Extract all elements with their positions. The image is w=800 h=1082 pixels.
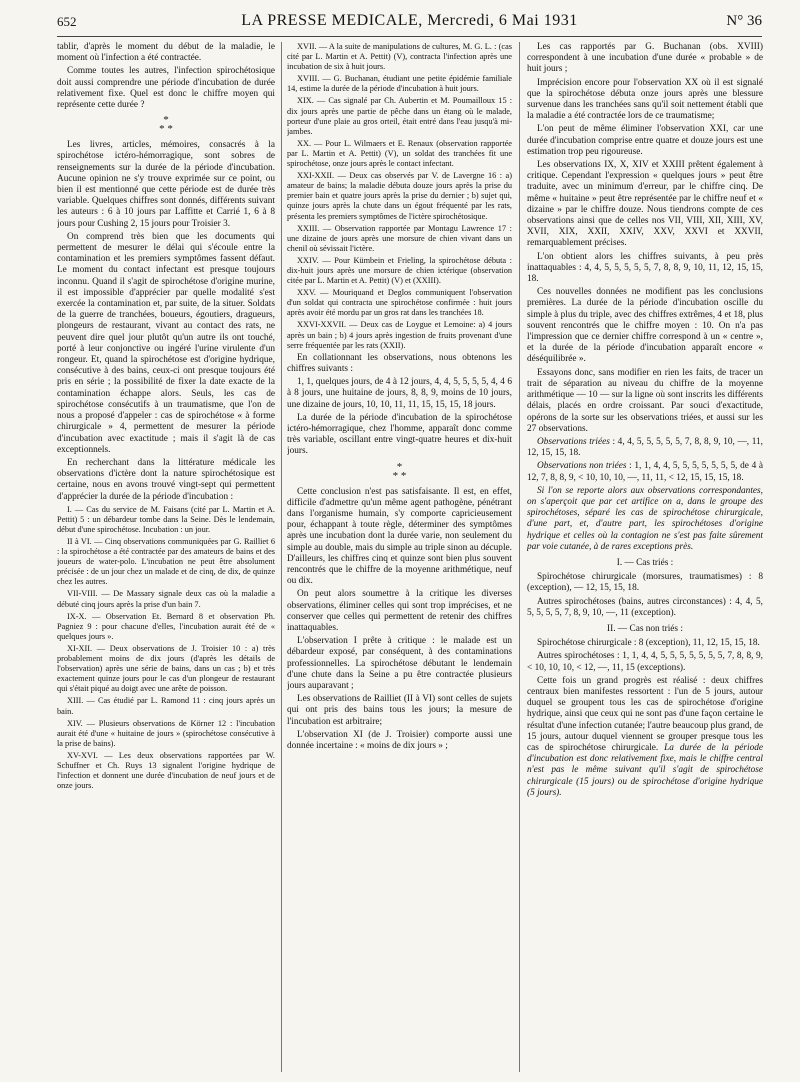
observation-list	[527, 461, 763, 483]
observation-entry: XI-XII. — Deux observations de J. Troisier 10 : a) très probablement moins de dix jours (d'après les détails de l'observation) après une série de bains, dans un cas ; b) et très exactement quinze jours pour le cas d'un plongeur de restaurant qui s'était piqué au doigt avec une arête de poisson.	[57, 643, 275, 694]
page-number: 652	[57, 14, 77, 29]
column-1	[57, 42, 275, 1072]
section-separator: * * *	[392, 460, 407, 482]
observation-entry: XVIII. — G. Buchanan, étudiant une petite épidémie familiale 14, estime la durée de la période d'incubation à huit jours.	[287, 74, 512, 94]
paragraph: L'observation I prête à critique : le malade est un débardeur exposé, par conséquent, à des contaminations professionnelles. La spirochétose débutant le lendemain d'une chute dans la Seine a pu être contractée plusieurs jours auparavant ;	[287, 636, 512, 691]
observation-list	[527, 437, 763, 459]
conclusion-text: Cette fois un grand progrès est réalisé : deux chiffres centraux bien manifestes ressortent : l'un de 5 jours, autour duquel se groupent tous les cas de spirochétose d'origine hydrique, ainsi que ceux qui ne sont pas d'une façon certaine le résultat d'une infection cutanée; l'autre beaucoup plus grand, de 15 jours, autour duquel viennent se grouper presque tous les cas de spirochétose chirurgicale.	[527, 675, 763, 753]
paragraph: Comme toutes les autres, l'infection spirochétosique doit aussi comprendre une période d'incubation de durée relativement fixe. Quel est donc le chiffre moyen qui représente cette durée ?	[57, 66, 275, 111]
paragraph: Imprécision encore pour l'observation XX où il est signalé que la spirochétose débuta onze jours après une blessure survenue dans les tranchées sans qu'il soit nettement établi que la maladie a été contractée lors de ce traumatisme;	[527, 77, 763, 122]
paragraph: On comprend très bien que les documents qui permettent de mesurer le délai qui s'écoule entre la contamination et les premiers symptômes fassent défaut. Le moment du contact infectant est presque toujours inconnu. Quand il s'agit de spirochétose d'origine murine, il est impossible d'apprécier par quelle modalité s'est exercée la contamination et, par suite, de la situer. Soldats de la guerre de tranchées, boueurs, égoutiers, dragueurs, plongeurs de restaurant, vivant au contact des rats, ne peuvent dire quel jour plutôt qu'un autre ils ont touché, porté à leur conjonctive ou ingéré l'urine virulente d'un rongeur. Et, quand la spirochétose est d'origine hydrique, consécutive à des bains, ceux-ci ont presque toujours été pris en série ; la possibilité de fixer la date exacte de la contamination échappe alors. Seuls, les cas de spirochétose consécutifs à un traumatisme, que l'on de nous a proposé d'appeler : cas de spirochétose « à forme chirurgicale » 4, permettent de mesurer la période d'incubation avec exactitude ; mais il s'agit là de cas exceptionnels.	[57, 231, 275, 455]
observation-entry: II à VI. — Cinq observations communiquées par G. Railliet 6 : la spirochétose a été contractée par des amateurs de bains et des joueurs de water-polo. L'incubation ne peut être absolument précisée : de un jour chez un malade et de cinq, de dix, de quinze chez les autres.	[57, 537, 275, 587]
observation-entry: XXI-XXII. — Deux cas observés par V. de Lavergne 16 : a) amateur de bains; la maladie débuta douze jours après la prise du premier bain et quatre jours après la prise du dernier ; b) sujet qui, quinze jours après la chute dans un égout fréquenté par les rats, présenta les premiers symptômes de l'ictère spirochétosique.	[287, 171, 512, 221]
list-item: Spirochétose chirurgicale : 8 (exception), 11, 12, 15, 15, 18.	[537, 638, 760, 649]
paragraph: Cette conclusion n'est pas satisfaisante. Il est, en effet, difficile d'admettre qu'un même agent pathogène, pénétrant dans l'organisme humain, s'y comporte capricieusement pour, échappant à toute règle, déterminer des symptômes après une incubation dont la durée varie, non seulement du simple au double, mais du simple au triple sinon au décuple. D'ailleurs, les chiffres cinq et quinze sont bien plus souvent rencontrés que le chiffre de la moyenne arithmétique, neuf ou dix.	[287, 486, 512, 587]
list-label: Observations non triées	[537, 461, 627, 472]
observation-entry: IX-X. — Observation Et. Bernard 8 et observation Ph. Pagniez 9 : pour chacune d'elles, l'incubation aurait été de « quelques jours ».	[57, 611, 275, 641]
paragraph: L'on peut de même éliminer l'observation XXI, car une durée d'incubation comprise entre quatre et douze jours est une estimation trop peu rigoureuse.	[527, 124, 763, 157]
list-values: : 1, 1, 4, 4, 5, 5, 5, 5, 5, 5, 5, de 4 à 12, 7, 8, 8, 9, < 10, 10, 10, —, 11, 11, < 12, 15, 15, 15, 18.	[527, 461, 763, 483]
paragraph: Essayons donc, sans modifier en rien les faits, de tracer un trait de séparation au niveau du chiffre de la moyenne arithmétique — 10 — sur la ligne où sont inscrits les différents délais, placés en ordre croissant. Par souci d'exactitude, opérons de la sorte sur les observations triées, et aussi sur les 27 observations.	[527, 367, 763, 434]
list-item: Autres spirochétoses : 1, 1, 4, 4, 5, 5, 5, 5, 5, 5, 5, 7, 8, 8, 9, < 10, 10, 10, < 12, —, 11, 15 (exceptions).	[527, 651, 763, 673]
paragraph: La durée de la période d'incubation de la spirochétose ictéro-hémorragique, chez l'homme, apparaît donc comme très variable, oscillant entre vingt-quatre heures et dix-huit jours.	[287, 412, 512, 457]
paragraph: Les observations IX, X, XIV et XXIII prêtent également à critique. Cependant l'expression « quelques jours » peut être traduite, avec un minimum d'erreur, par le chiffre cinq. De même « huitaine » peut être représentée par le chiffre neuf et « dizaine » par le chiffre douze. Nous tiendrons compte de ces observations ainsi que de celles nos VII, VIII, XII, XIII, XV, XVII, XIX, XXII, XXIV, XXV, XXVI et XXVII, remarquablement précises.	[527, 160, 763, 249]
paragraph	[527, 676, 763, 799]
paragraph: Ces nouvelles données ne modifient pas les conclusions premières. La durée de la période d'incubation oscille du simple à plus du triple, avec des chiffres extrêmes, 4 et 18, plus souvent rencontrés que le chiffre moyen : 10. On n'a pas l'impression que ce dernier chiffre correspond à un « centre », et la durée de la période d'incubation apparaît encore « déséquilibrée ».	[527, 287, 763, 365]
paragraph: tablir, d'après le moment du début de la maladie, le moment où l'infection a été contractée.	[57, 42, 275, 64]
section-separator: * * *	[159, 114, 173, 136]
observation-entry: XXIV. — Pour Kümbein et Frieling, la spirochétose débuta : dix-huit jours après une morsure de chien ictérique (observation citée par L. Martin et A. Pettit) (V) et (XXIII).	[287, 255, 512, 286]
section-heading: II. — Cas non triés :	[607, 623, 683, 634]
list-values: : 4, 4, 5, 5, 5, 5, 5, 7, 8, 8, 9, 10, —, 11, 12, 15, 15, 18.	[527, 436, 763, 459]
observation-entry: XXV. — Mouriquand et Deglos communiquent l'observation d'un soldat qui contracta une spirochétose confirmée : huit jours après avoir été mordu par un gros rat dans les tranchées 18.	[287, 288, 512, 318]
column-divider	[519, 42, 520, 1072]
italic-paragraph: Si l'on se reporte alors aux observations correspondantes, on s'aperçoit que par cet artifice on a, dans le groupe des spirochétoses, séparé les cas de spirochétose chirurgicale, d'une part, et, d'autre part, les spirochétoses d'origine hydrique et celles où la contagion ne s'est pas faite sûrement par voie cutanée, à de rares exceptions près.	[527, 485, 763, 552]
observation-entry: XIII. — Cas étudié par L. Ramond 11 : cinq jours après un bain.	[57, 696, 275, 716]
paragraph: En collationnant les observations, nous obtenons les chiffres suivants :	[287, 352, 512, 374]
observation-entry: XV-XVI. — Les deux observations rapportées par W. Schuffner et Ch. Ruys 13 signalent l'origine hydrique de l'infection et donnent une durée d'incubation de neuf jours et de onze jours.	[57, 750, 275, 791]
observation-entry: XX. — Pour L. Wilmaers et E. Renaux (observation rapportée par L. Martin et A. Pettit) (V), un soldat des tranchées fit une spirochétose, onze jours après le contact infectant.	[287, 138, 512, 169]
list-item: Spirochétose chirurgicale (morsures, traumatismes) : 8 (exception), — 12, 15, 15, 18.	[527, 572, 763, 594]
list-item: Autres spirochétoses (bains, autres circonstances) : 4, 4, 5, 5, 5, 5, 5, 7, 8, 9, 10, —, 11 (exception).	[527, 596, 763, 618]
paragraph: En recherchant dans la littérature médicale les observations d'ictère dont la nature spirochétosique est certaine, nous en avons trouvé vingt-sept qui permettent d'apprécier la durée de la période d'incubation :	[57, 457, 275, 502]
observation-entry: XIV. — Plusieurs observations de Körner 12 : l'incubation aurait été d'une « huitaine de jours » (spirochétose consécutive à la prise de bains).	[57, 718, 275, 748]
conclusion-italic: La durée de la période d'incubation est donc relativement fixe, mais le chiffre central n'est pas le même suivant qu'il s'agit de spirochétose chirurgicale (15 jours) ou de spirochétose d'origine hydrique (5 jours).	[527, 742, 763, 798]
observation-entry: XXIII. — Observation rapportée par Montagu Lawrence 17 : une dizaine de jours après une morsure de chien vivant dans un chenil où sévissait l'ictère.	[287, 223, 512, 253]
observation-entry: XVII. — A la suite de manipulations de cultures, M. G. L. : (cas cité par L. Martin et A. Pettit) (V), contracta l'infection après une incubation de six à huit jours.	[287, 42, 512, 72]
paragraph: Les observations de Railliet (II à VI) sont celles de sujets qui ont pris des bains tous les jours; la mesure de l'incubation est arbitraire;	[287, 694, 512, 727]
paragraph: On peut alors soumettre à la critique les diverses observations, éliminer celles qui sont trop imprécises, et ne conserver que celles qui permettent de retenir des chiffres inattaquables.	[287, 589, 512, 633]
column-2	[287, 42, 512, 1072]
observation-entry: VII-VIII. — De Massary signale deux cas où la maladie a débuté cinq jours après la prise d'un bain 7.	[57, 589, 275, 609]
section-heading: I. — Cas triés :	[616, 557, 674, 568]
page-header	[57, 8, 762, 37]
column-3	[527, 42, 763, 1072]
list-label: Observations triées	[537, 436, 610, 447]
journal-title: LA PRESSE MEDICALE, Mercredi, 6 Mai 1931	[241, 12, 578, 29]
paragraph: L'observation XI (de J. Troisier) comporte aussi une donnée incertaine : « moins de dix jours » ;	[287, 729, 512, 752]
issue-number: N° 36	[726, 13, 762, 29]
observation-entry: I. — Cas du service de M. Faisans (cité par L. Martin et A. Pettit) 5 : un débardeur tombe dans la Seine. Dès le lendemain, début d'une spirochétose. Incubation : un jour.	[57, 504, 275, 534]
observation-entry: XXVI-XXVII. — Deux cas de Loygue et Lemoine: a) 4 jours après un bain ; b) 4 jours après ingestion de fruits provenant d'une serre fréquentée par les rats (XXII).	[287, 320, 512, 350]
paragraph: Les cas rapportés par G. Buchanan (obs. XVIII) correspondent à une incubation d'une durée « probable » de huit jours ;	[527, 42, 763, 75]
paragraph: 1, 1, quelques jours, de 4 à 12 jours, 4, 4, 5, 5, 5, 5, 4, 4 6 à 8 jours, une huitaine de jours, 8, 8, 9, moins de 10 jours, une dizaine de jours, 10, 10, 11, 11, 15, 15, 15, 18 jours.	[287, 377, 512, 410]
observation-entry: XIX. — Cas signalé par Ch. Aubertin et M. Poumailloux 15 : dix jours après une partie de pêche dans un étang où le malade, porteur d'une plaie au gros orteil, était entré dans l'eau jusqu'à mi-jambes.	[287, 96, 512, 136]
paragraph: L'on obtient alors les chiffres suivants, à peu près inattaquables : 4, 4, 5, 5, 5, 5, 5, 7, 8, 8, 9, 10, 11, 12, 15, 15, 18.	[527, 251, 763, 285]
column-divider	[281, 42, 282, 1072]
paragraph: Les livres, articles, mémoires, consacrés à la spirochétose ictéro-hémorragique, sont sobres de renseignements sur la durée de la période d'incubation. Aucune opinion ne s'y trouve exprimée sur ce point, ou bien il est mentionné que cette période est de durée très variable. Quelques chiffres sont donnés, différents suivant les auteurs : 6 à 10 jours par Laffitte et Carrié 1, 6 à 8 jours pour Cushing 2, 15 jours pour Troisier 3.	[57, 140, 275, 229]
